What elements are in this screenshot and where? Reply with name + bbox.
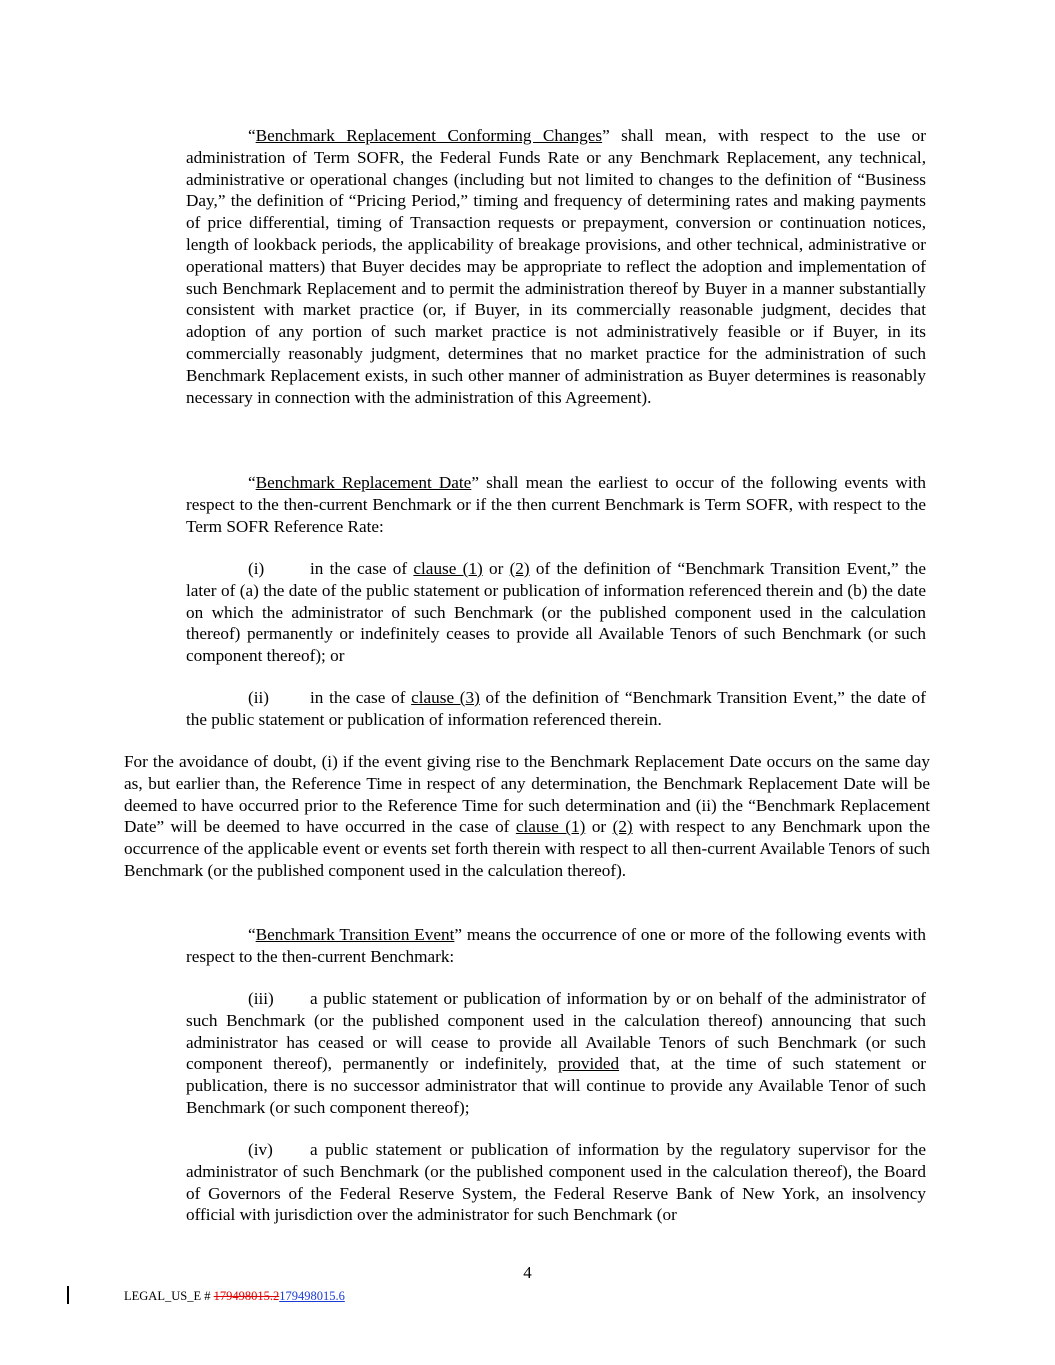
document-footer xyxy=(124,1288,345,1304)
proviso-term: provided xyxy=(557,1054,620,1074)
clause-iii xyxy=(186,988,926,1119)
definition-conforming-changes xyxy=(186,125,926,408)
clause-text: that, at the time of such statement or publication, there is no successor administrator that will continue to provide any Available Tenor of such Benchmark (or such component thereof); xyxy=(186,1054,926,1117)
change-bar xyxy=(67,1286,69,1304)
quote-open: “ xyxy=(248,925,256,944)
page-number: 4 xyxy=(523,1263,532,1282)
definition-text: ” shall mean the earliest to occur of the following events with respect to the then-current Benchmark or if the then current Benchmark is Term SOFR, with respect to the Term SOFR Reference Rate: xyxy=(186,473,926,536)
inserted-doc-number: 179498015.6 xyxy=(279,1289,345,1303)
clause-text: a public statement or publication of information by the regulatory supervisor for the administrator of such Benchmark (or the published component used in the calculation thereof), the Board of Governors of the Federal Reserve System, the Federal Reserve Bank of New York, an insolvency official with jurisdiction over the administrator for such Benchmark (or xyxy=(186,1140,926,1225)
clause-number: (i) xyxy=(248,559,265,578)
definition-transition-event xyxy=(186,924,926,968)
definition-text: ” shall mean, with respect to the use or administration of Term SOFR, the Federal Funds Rate or any Benchmark Replacement, any technical, administrative or operational changes (including but not limited to changes to the definition of “Business Day,” the definition of “Pricing Period,” timing and frequency of determining rates and making payments of price differential, timing of Transaction requests or prepayment, conversion or continuation notices, length of lookback periods, the applicability of breakage provisions, and other technical, administrative or operational matters) that Buyer decides may be appropriate to reflect the adoption and implementation of such Benchmark Replacement and to permit the administration thereof by Buyer in a manner substantially consistent with market practice (or, if Buyer, in its commercially reasonable judgment, decides that adoption of any portion of such market practice is not administratively feasible or if Buyer, in its commercially reasonably judgment, determines that no market practice for the administration of such Benchmark Replacement exists, in such other manner of administration as Buyer determines is reasonably necessary in connection with the administration of this Agreement). xyxy=(186,126,926,407)
clause-text: of the definition of “Benchmark Transition Event,” the later of (a) the date of the public statement or publication of information referenced therein and (b) the date on which the administrator of such Benchmark (or the published component used in the calculation thereof) permanently or indefinitely ceases to provide all Available Tenors of such Benchmark (or such component thereof); or xyxy=(186,559,926,666)
clause-text: or xyxy=(482,559,510,578)
clause-iv xyxy=(186,1139,926,1226)
clause-text: of the definition of “Benchmark Transition Event,” the date of the public statement or publication of information referenced therein. xyxy=(186,688,926,729)
clause-text: a public statement or publication of information by or on behalf of the administrator of such Benchmark (or the published component used in the calculation thereof) announcing that such administrator has ceased or will cease to provide all Available Tenors of such Benchmark (or such component thereof), permanently or indefinitely, xyxy=(186,989,926,1074)
body-text: with respect to any Benchmark upon the occurrence of the applicable event or events set forth therein with respect to all then-current Available Tenors of such Benchmark (or the published component used in the calculation thereof). xyxy=(124,817,930,880)
quote-open: “ xyxy=(248,473,256,492)
body-text: For the avoidance of doubt, (i) if the event giving rise to the Benchmark Replacement Date occurs on the same day as, but earlier than, the Reference Time in respect of any determination, the Benchmark Replacement Date will be deemed to have occurred prior to the Reference Time for such determination and (ii) the “Benchmark Replacement Date” will be deemed to have occurred in the case of xyxy=(124,752,930,837)
defined-term: Benchmark Transition Event xyxy=(255,925,455,944)
deleted-doc-number: 179498015.2 xyxy=(213,1289,280,1303)
clause-i xyxy=(186,558,926,667)
avoidance-of-doubt-paragraph xyxy=(124,751,930,882)
footer-prefix: LEGAL_US_E # xyxy=(124,1289,214,1303)
definition-text: ” means the occurrence of one or more of the following events with respect to the then-current Benchmark: xyxy=(186,925,926,966)
body-text: or xyxy=(585,817,613,837)
clause-ii xyxy=(186,687,926,731)
quote-open: “ xyxy=(248,126,256,145)
clause-text: in the case of xyxy=(310,559,414,578)
cross-reference: (2) xyxy=(612,817,633,837)
clause-number: (ii) xyxy=(248,688,269,707)
cross-reference: (2) xyxy=(509,559,530,578)
cross-reference: clause (3) xyxy=(411,688,480,707)
clause-number: (iv) xyxy=(248,1140,273,1159)
definition-replacement-date xyxy=(186,472,926,537)
clause-number: (iii) xyxy=(248,989,274,1008)
cross-reference: clause (1) xyxy=(413,559,483,578)
defined-term: Benchmark Replacement Date xyxy=(255,473,472,492)
clause-text: in the case of xyxy=(310,688,412,707)
defined-term: Benchmark Replacement Conforming Changes xyxy=(255,126,603,145)
cross-reference: clause (1) xyxy=(515,817,586,837)
